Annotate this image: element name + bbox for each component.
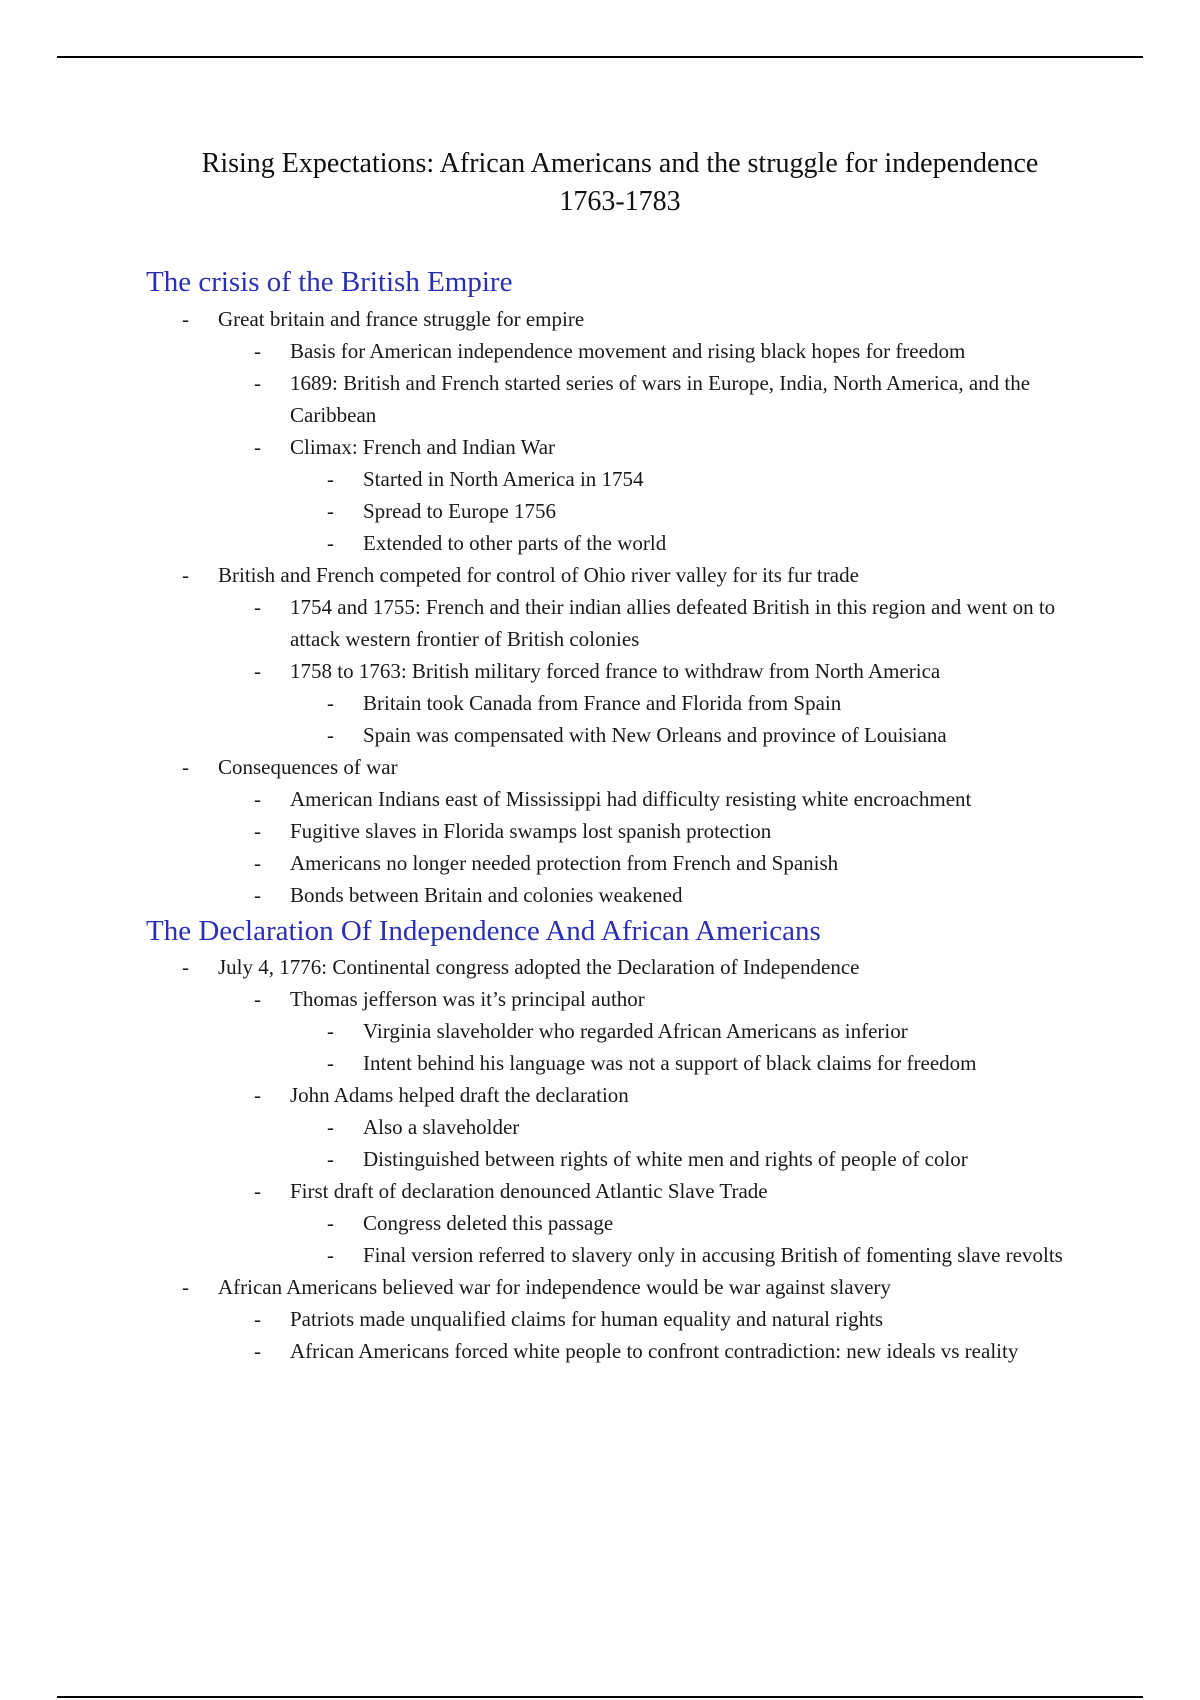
bullet-item-level-2 bbox=[0, 1303, 1200, 1335]
bullet-text: 1758 to 1763: British military forced france to withdraw from North America bbox=[290, 659, 941, 683]
bullet-item-level-2 bbox=[0, 431, 1200, 463]
bullet-dash: - bbox=[254, 595, 261, 619]
bullet-dash: - bbox=[182, 1275, 189, 1299]
bullet-item-level-2 bbox=[0, 783, 1200, 815]
bullet-item-level-3 bbox=[0, 1239, 1200, 1271]
bullet-item-level-1 bbox=[0, 951, 1200, 983]
bullet-item-level-3 bbox=[0, 1015, 1200, 1047]
bullet-text: British and French competed for control of Ohio river valley for its fur trade bbox=[218, 563, 859, 587]
bullet-item-level-2 bbox=[0, 879, 1200, 911]
bullet-text: Basis for American independence movement and rising black hopes for freedom bbox=[290, 339, 966, 363]
bullet-text: Great britain and france struggle for empire bbox=[218, 307, 585, 331]
bullet-item-level-2 bbox=[0, 815, 1200, 847]
bullet-item-level-1 bbox=[0, 303, 1200, 335]
bullet-dash: - bbox=[327, 1243, 334, 1267]
bullet-item-level-3 bbox=[0, 1047, 1200, 1079]
title-line-1: Rising Expectations: African Americans and the struggle for independence bbox=[201, 148, 1039, 179]
bullet-text: Climax: French and Indian War bbox=[290, 435, 556, 459]
document-title bbox=[100, 145, 1140, 221]
bullet-text: First draft of declaration denounced Atlantic Slave Trade bbox=[290, 1179, 768, 1203]
bullet-item-level-2 bbox=[0, 591, 1200, 655]
bullet-item-level-1 bbox=[0, 1271, 1200, 1303]
bullet-text: Bonds between Britain and colonies weakened bbox=[290, 883, 683, 907]
bullet-dash: - bbox=[254, 1179, 261, 1203]
bullet-dash: - bbox=[182, 307, 189, 331]
bullet-item-level-2 bbox=[0, 1335, 1200, 1367]
bullet-dash: - bbox=[254, 883, 261, 907]
bullet-dash: - bbox=[254, 1307, 261, 1331]
bullet-item-level-3 bbox=[0, 527, 1200, 559]
bullet-item-level-2 bbox=[0, 655, 1200, 687]
bullet-text: Distinguished between rights of white men and rights of people of color bbox=[363, 1147, 968, 1171]
bullet-text: Congress deleted this passage bbox=[363, 1211, 614, 1235]
bullet-text: Thomas jefferson was it’s principal author bbox=[290, 987, 645, 1011]
bullet-item-level-3 bbox=[0, 1143, 1200, 1175]
bullet-item-level-2 bbox=[0, 1079, 1200, 1111]
footer-rule bbox=[57, 1696, 1143, 1698]
bullet-dash: - bbox=[254, 851, 261, 875]
bullet-dash: - bbox=[327, 1019, 334, 1043]
bullet-item-level-2 bbox=[0, 367, 1200, 431]
bullet-dash: - bbox=[327, 723, 334, 747]
bullet-item-level-2 bbox=[0, 847, 1200, 879]
bullet-list-declaration bbox=[0, 951, 1200, 1367]
bullet-dash: - bbox=[327, 531, 334, 555]
bullet-item-level-3 bbox=[0, 719, 1200, 751]
bullet-item-level-2 bbox=[0, 335, 1200, 367]
bullet-text: Fugitive slaves in Florida swamps lost spanish protection bbox=[290, 819, 772, 843]
bullet-dash: - bbox=[254, 435, 261, 459]
bullet-item-level-2 bbox=[0, 983, 1200, 1015]
bullet-item-level-3 bbox=[0, 1207, 1200, 1239]
bullet-item-level-1 bbox=[0, 751, 1200, 783]
bullet-item-level-3 bbox=[0, 463, 1200, 495]
section-heading-british-empire: The crisis of the British Empire bbox=[146, 266, 513, 298]
bullet-text: 1754 and 1755: French and their indian allies defeated British in this region and went on to attack western frontier of British colonies bbox=[290, 595, 1056, 651]
bullet-text: Patriots made unqualified claims for human equality and natural rights bbox=[290, 1307, 884, 1331]
bullet-item-level-3 bbox=[0, 687, 1200, 719]
bullet-dash: - bbox=[254, 339, 261, 363]
bullet-dash: - bbox=[182, 955, 189, 979]
bullet-text: Extended to other parts of the world bbox=[363, 531, 667, 555]
bullet-dash: - bbox=[254, 659, 261, 683]
bullet-text: John Adams helped draft the declaration bbox=[290, 1083, 629, 1107]
header-rule bbox=[57, 56, 1143, 58]
bullet-text: Spain was compensated with New Orleans and province of Louisiana bbox=[363, 723, 947, 747]
bullet-text: African Americans believed war for independence would be war against slavery bbox=[218, 1275, 891, 1299]
bullet-dash: - bbox=[182, 563, 189, 587]
bullet-dash: - bbox=[254, 787, 261, 811]
section-heading-declaration: The Declaration Of Independence And African Americans bbox=[146, 915, 821, 947]
bullet-text: July 4, 1776: Continental congress adopted the Declaration of Independence bbox=[218, 955, 860, 979]
bullet-dash: - bbox=[327, 1115, 334, 1139]
bullet-dash: - bbox=[254, 371, 261, 395]
bullet-text: Virginia slaveholder who regarded African Americans as inferior bbox=[363, 1019, 908, 1043]
bullet-dash: - bbox=[327, 691, 334, 715]
bullet-dash: - bbox=[327, 499, 334, 523]
bullet-dash: - bbox=[254, 1083, 261, 1107]
bullet-dash: - bbox=[182, 755, 189, 779]
bullet-item-level-3 bbox=[0, 1111, 1200, 1143]
bullet-dash: - bbox=[254, 987, 261, 1011]
bullet-text: Britain took Canada from France and Florida from Spain bbox=[363, 691, 842, 715]
bullet-text: Spread to Europe 1756 bbox=[363, 499, 557, 523]
bullet-text: Americans no longer needed protection from French and Spanish bbox=[290, 851, 839, 875]
bullet-item-level-1 bbox=[0, 559, 1200, 591]
bullet-dash: - bbox=[254, 1339, 261, 1363]
bullet-text: Also a slaveholder bbox=[363, 1115, 520, 1139]
bullet-text: American Indians east of Mississippi had difficulty resisting white encroachment bbox=[290, 787, 972, 811]
bullet-text: Started in North America in 1754 bbox=[363, 467, 644, 491]
bullet-dash: - bbox=[327, 1147, 334, 1171]
bullet-dash: - bbox=[327, 1051, 334, 1075]
bullet-item-level-2 bbox=[0, 1175, 1200, 1207]
bullet-dash: - bbox=[327, 1211, 334, 1235]
bullet-text: Consequences of war bbox=[218, 755, 398, 779]
bullet-dash: - bbox=[254, 819, 261, 843]
bullet-text: Final version referred to slavery only in accusing British of fomenting slave revolts bbox=[363, 1243, 1063, 1267]
bullet-text: 1689: British and French started series of wars in Europe, India, North America, and the Caribbean bbox=[290, 371, 1031, 427]
bullet-item-level-3 bbox=[0, 495, 1200, 527]
bullet-text: Intent behind his language was not a support of black claims for freedom bbox=[363, 1051, 977, 1075]
bullet-list-british-empire bbox=[0, 303, 1200, 911]
bullet-text: African Americans forced white people to confront contradiction: new ideals vs reality bbox=[290, 1339, 1019, 1363]
bullet-dash: - bbox=[327, 467, 334, 491]
title-line-2: 1763-1783 bbox=[559, 186, 681, 217]
